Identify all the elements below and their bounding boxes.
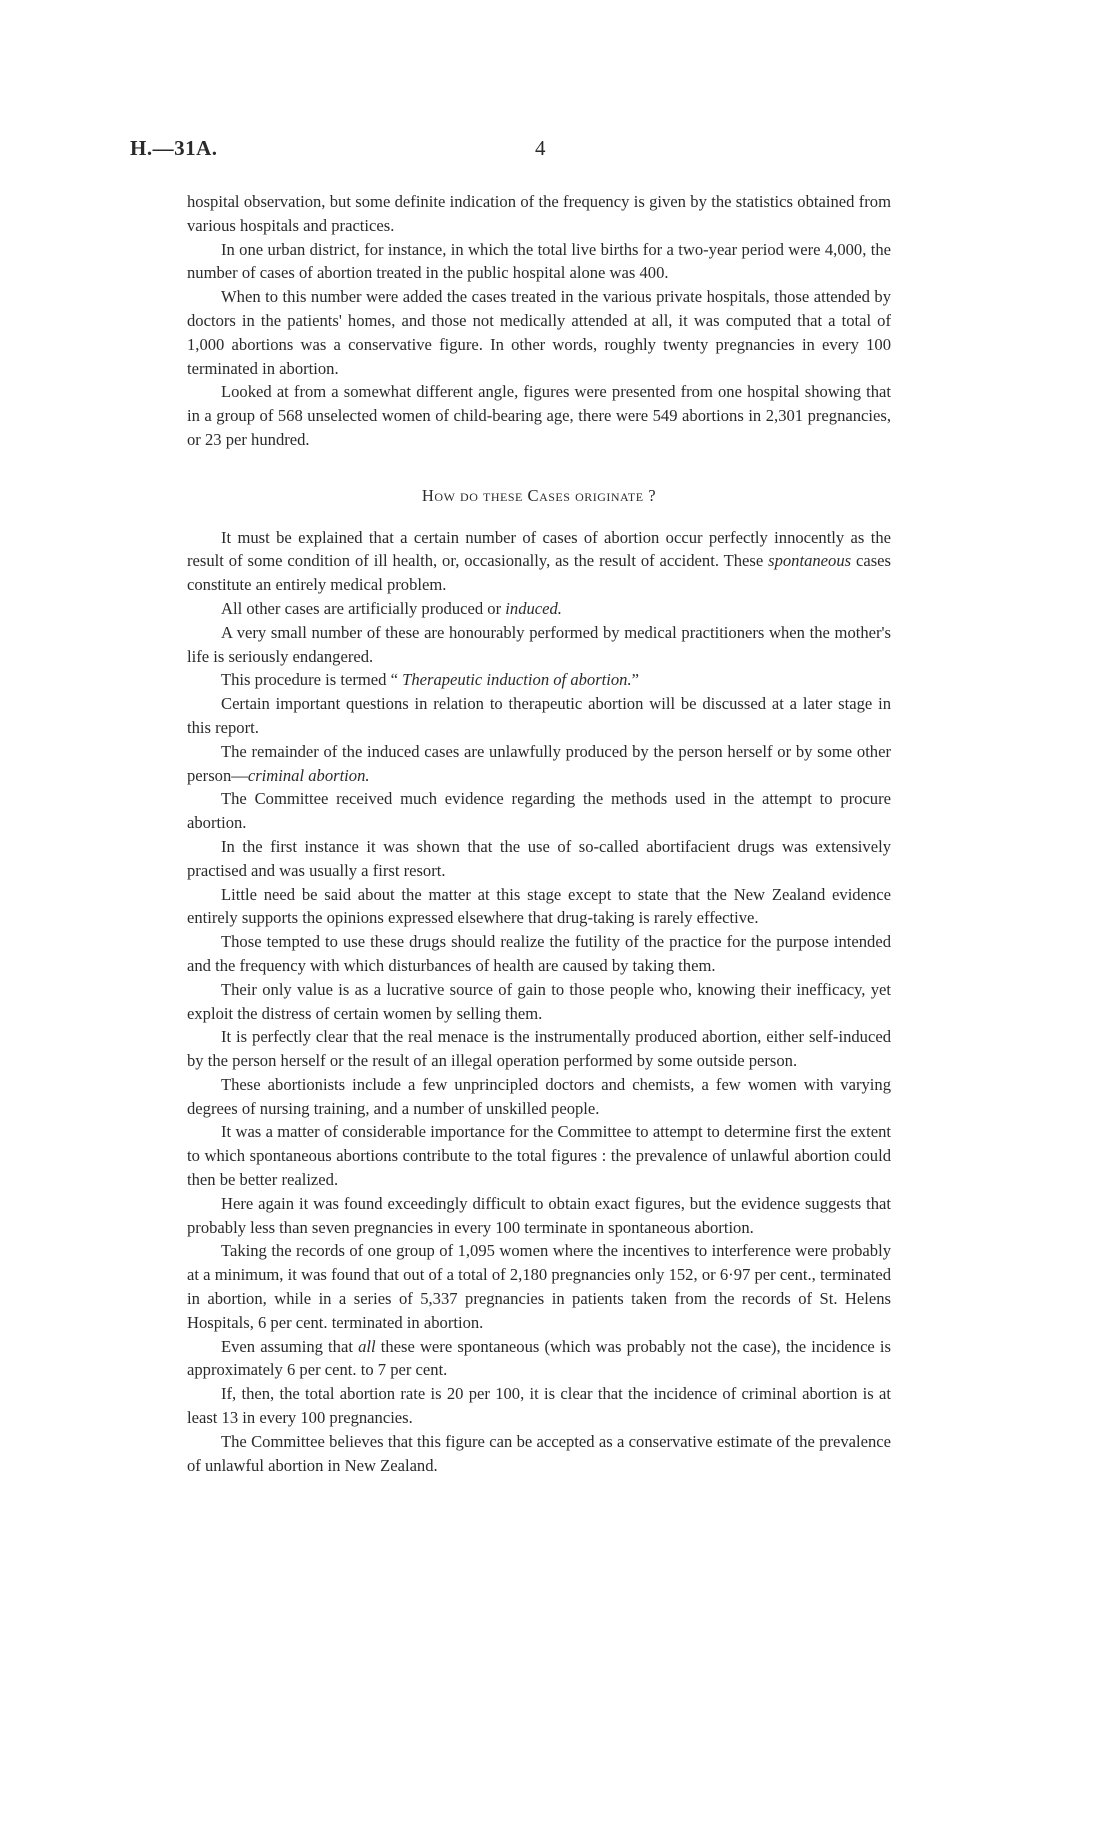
paragraph-text: It must be explained that a certain number of cases of abortion occur perfectly innocently as the result of some condition of ill health, or, occasionally, as the result of accident. These xyxy=(187,527,891,571)
section-heading: How do these Cases originate ? xyxy=(421,485,657,505)
paragraph xyxy=(187,740,891,788)
paragraph: hospital observation, but some definite indication of the frequency is given by the statistics obtained from various hospitals and practices. xyxy=(187,192,891,235)
page-header xyxy=(130,136,930,162)
paragraph-text: All other cases are artificially produced or xyxy=(221,598,506,618)
paragraph: The Committee believes that this figure can be accepted as a conservative estimate of the prevalence of unlawful abortion in New Zealand. xyxy=(187,1431,891,1475)
emphasis-text: Therapeutic induction of abortion. xyxy=(402,670,632,690)
paragraph: These abortionists include a few unprincipled doctors and chemists, a few women with varying degrees of nursing training, and a number of unskilled people. xyxy=(187,1074,891,1118)
paragraph: In the first instance it was shown that the use of so-called abortifacient drugs was extensively practised and was usually a first resort. xyxy=(187,836,891,880)
paragraph-text: The remainder of the induced cases are unlawfully produced by the person herself or by some other person— xyxy=(187,741,891,785)
paragraph: Certain important questions in relation to therapeutic abortion will be discussed at a later stage in this report. xyxy=(187,694,891,737)
paragraph: It was a matter of considerable importance for the Committee to attempt to determine first the extent to which spontaneous abortions contribute to the total figures : the prevalence of unlawful abortion could then be better realized. xyxy=(187,1122,891,1190)
document-reference: H.—31A. xyxy=(130,136,218,160)
page-number: 4 xyxy=(535,136,546,160)
paragraph xyxy=(187,597,891,621)
paragraph: A very small number of these are honourably performed by medical practitioners when the mother's life is seriously endangered. xyxy=(187,622,891,666)
paragraph xyxy=(187,1335,891,1383)
paragraph: Looked at from a somewhat different angle, figures were presented from one hospital showing that in a group of 568 unselected women of child-bearing age, there were 549 abortions in 2,301 pregnancies, or 23 per hundred. xyxy=(187,382,891,449)
paragraph: When to this number were added the cases treated in the various private hospitals, those attended by doctors in the patients' homes, and those not medically attended at all, it was computed that a total of 1,000 abortions was a conservative figure. In other words, roughly twenty pregnancies in every 100 terminated in abortion. xyxy=(187,287,891,378)
paragraph-text: cases constitute an entirely medical problem. xyxy=(187,551,891,595)
emphasis-text: criminal abortion. xyxy=(247,765,370,785)
emphasis-text: all xyxy=(358,1336,376,1356)
page-body xyxy=(187,190,891,1477)
paragraph-text: ” xyxy=(631,670,640,690)
paragraph-text: these were spontaneous (which was probably not the case), the incidence is approximately 6 per cent. to 7 per cent. xyxy=(187,1336,891,1380)
paragraph: In one urban district, for instance, in which the total live births for a two-year period were 4,000, the number of cases of abortion treated in the public hospital alone was 400. xyxy=(187,239,891,283)
paragraph: It is perfectly clear that the real menace is the instrumentally produced abortion, either self-induced by the person herself or the result of an illegal operation performed by some outside person. xyxy=(187,1027,891,1071)
paragraph: If, then, the total abortion rate is 20 per 100, it is clear that the incidence of criminal abortion is at least 13 in every 100 pregnancies. xyxy=(187,1384,891,1428)
paragraph xyxy=(187,668,891,692)
paragraph: Those tempted to use these drugs should realize the futility of the practice for the purpose intended and the frequency with which disturbances of health are caused by taking them. xyxy=(187,932,891,975)
paragraph-text: Even assuming that xyxy=(221,1336,359,1356)
paragraph: Their only value is as a lucrative source of gain to those people who, knowing their inefficacy, yet exploit the distress of certain women by selling them. xyxy=(187,979,891,1023)
emphasis-text: spontaneous xyxy=(768,551,852,571)
emphasis-text: induced. xyxy=(505,598,562,618)
paragraph: The Committee received much evidence regarding the methods used in the attempt to procure abortion. xyxy=(187,789,891,833)
paragraph: Taking the records of one group of 1,095 women where the incentives to interference were probably at a minimum, it was found that out of a total of 2,180 pregnancies only 152, or 6·97 per cent., terminated in abortion, while in a series of 5,337 pregnancies in patients taken from the records of St. Helens Hospitals, 6 per cent. terminated in abortion. xyxy=(187,1241,891,1332)
paragraph-text: This procedure is termed “ xyxy=(221,670,403,690)
paragraph xyxy=(187,526,891,597)
paragraph: Little need be said about the matter at this stage except to state that the New Zealand evidence entirely supports the opinions expressed elsewhere that drug-taking is rarely effective. xyxy=(187,884,891,928)
paragraph: Here again it was found exceedingly difficult to obtain exact figures, but the evidence suggests that probably less than seven pregnancies in every 100 terminate in spontaneous abortion. xyxy=(187,1193,891,1237)
